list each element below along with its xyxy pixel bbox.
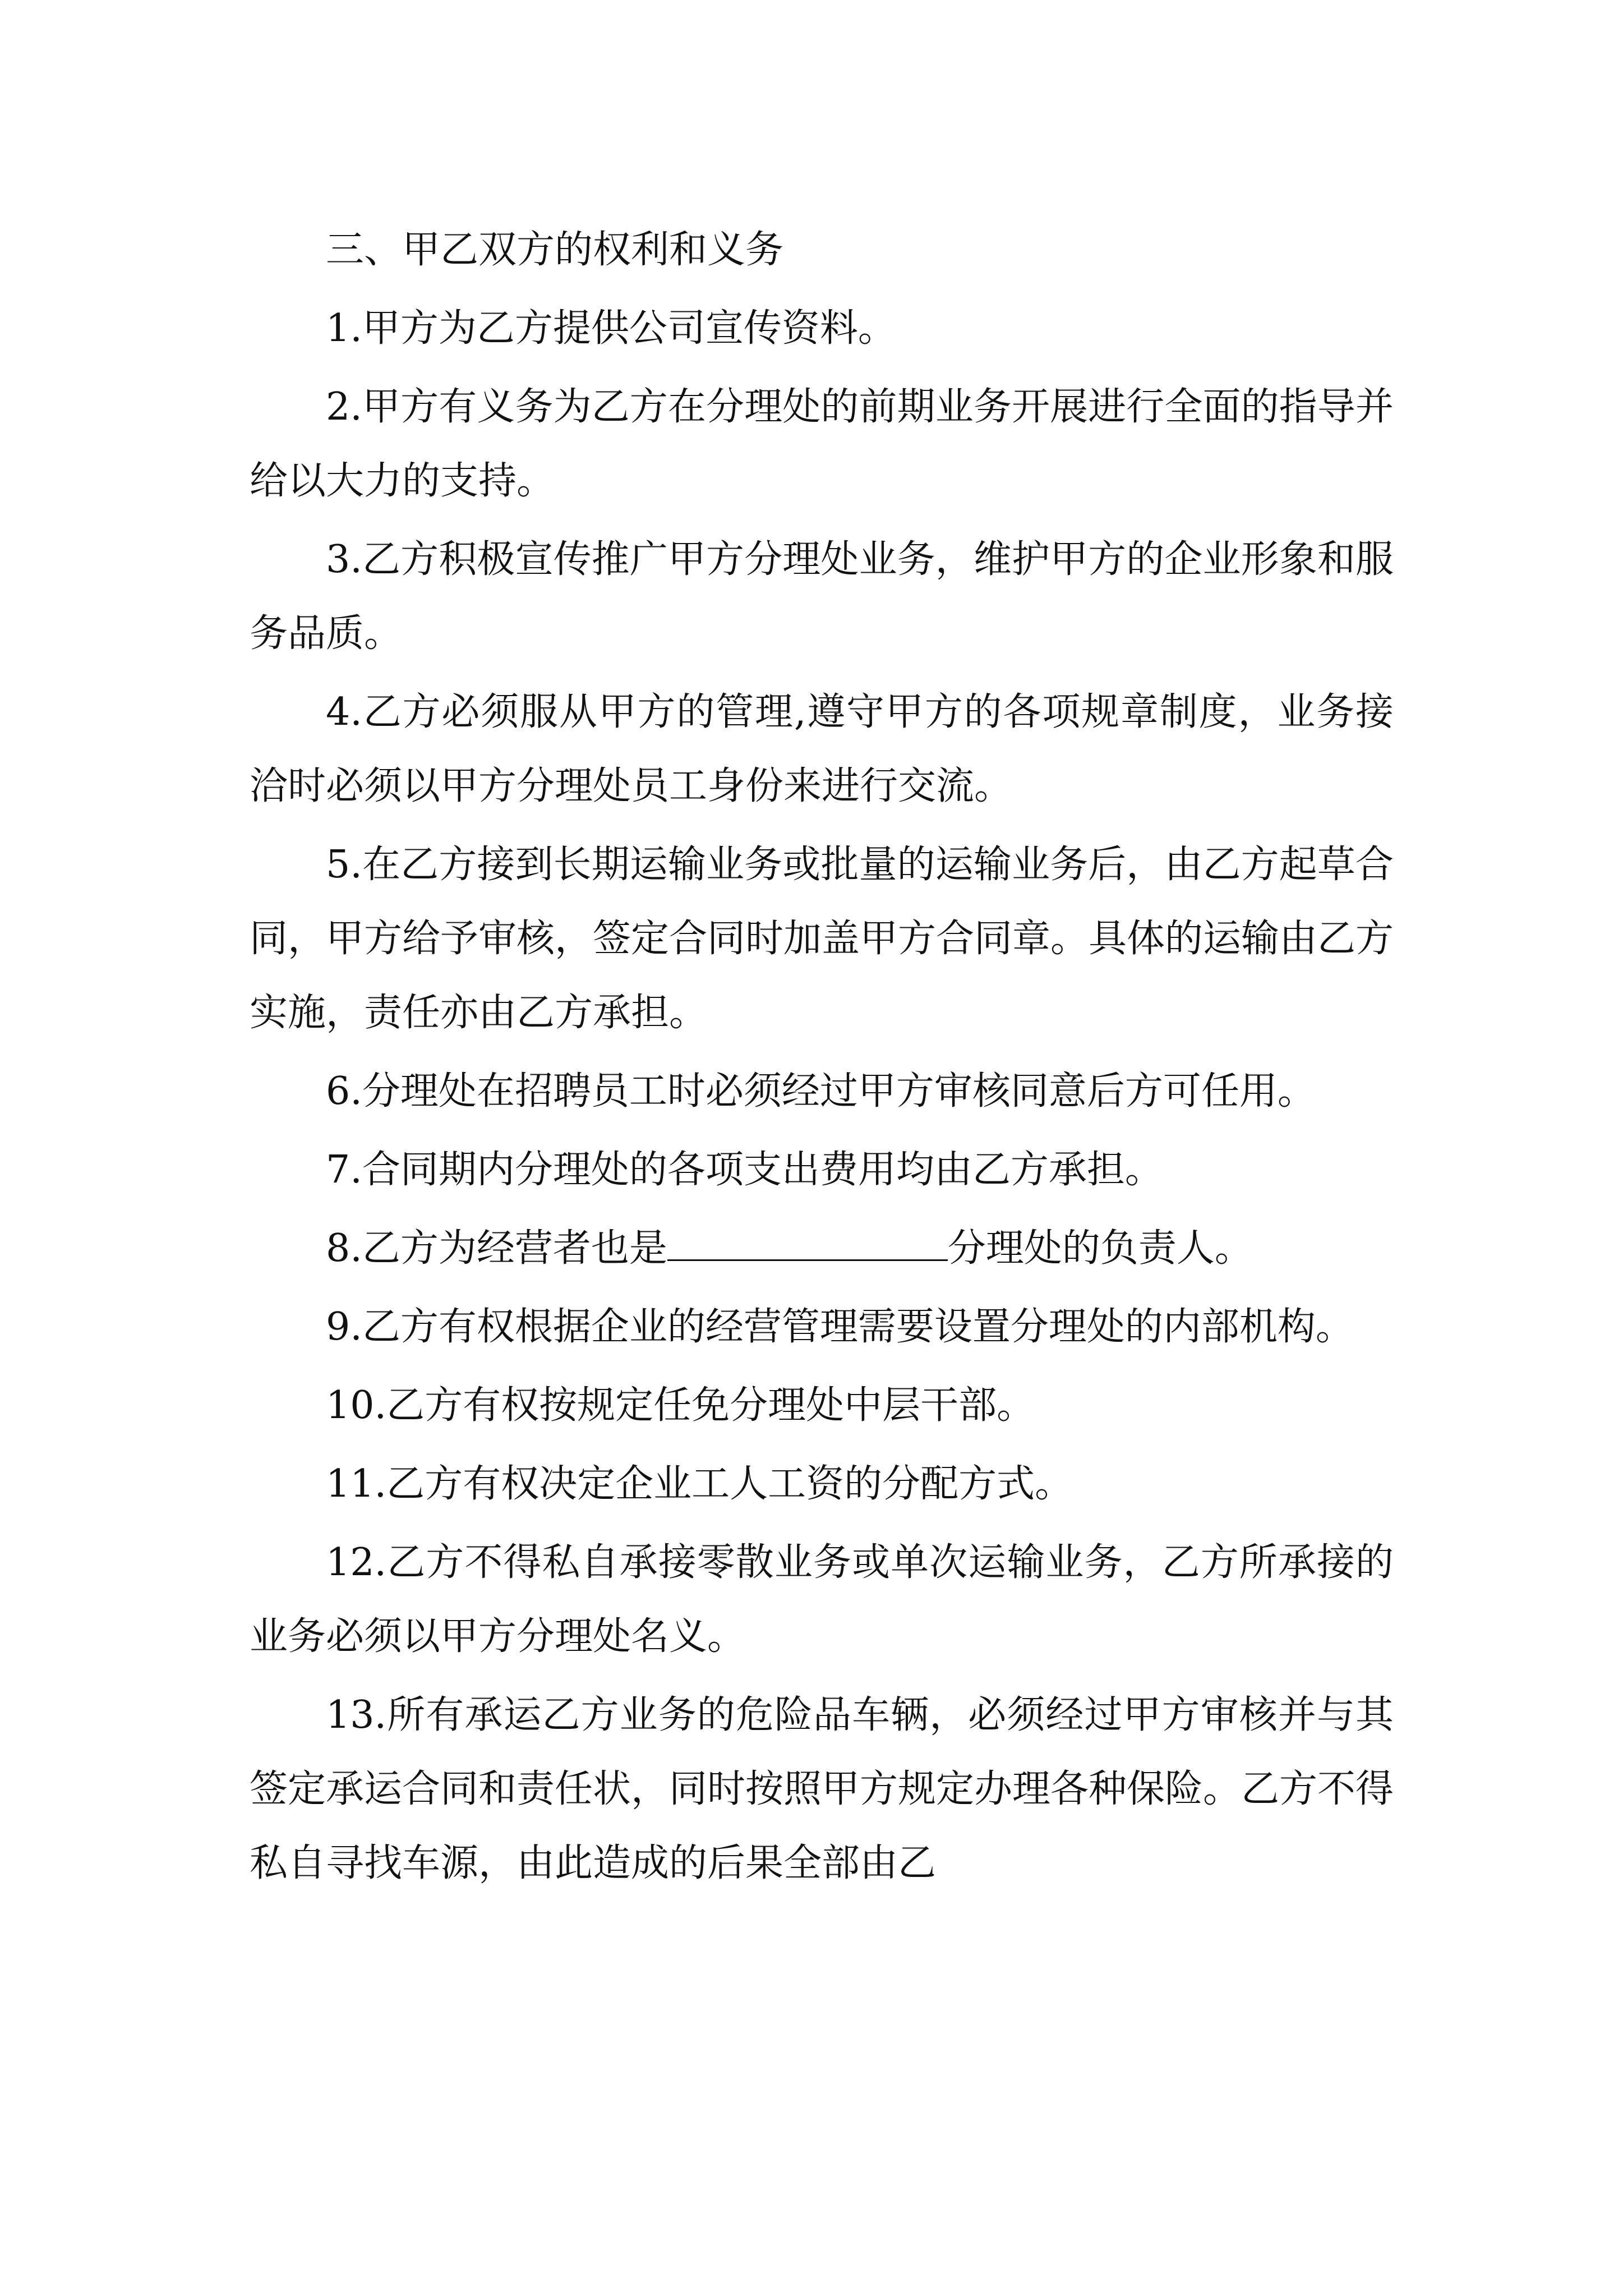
clause-8-lead: 8.乙方为经营者也是 [326, 1226, 667, 1271]
clause-7: 7.合同期内分理处的各项支出费用均由乙方承担。 [326, 1148, 1163, 1192]
clause-10: 10.乙方有权按规定任免分理处中层干部。 [326, 1383, 1035, 1428]
clause-4: 4.乙方必须服从甲方的管理,遵守甲方的各项规章制度，业务接洽时必须以甲方分理处员工身份来进行交流。 [250, 690, 1394, 808]
clause-5: 5.在乙方接到长期运输业务或批量的运输业务后，由乙方起草合同，甲方给予审核，签定合同时加盖甲方合同章。具体的运输由乙方实施，责任亦由乙方承担。 [250, 843, 1394, 1035]
document-body [250, 213, 1394, 1905]
clause-9: 9.乙方有权根据企业的经营管理需要设置分理处的内部机构。 [326, 1305, 1354, 1349]
fill-in-blank-line [667, 1226, 948, 1261]
clause-12: 12.乙方不得私自承接零散业务或单次运输业务，乙方所承接的业务必须以甲方分理处名义。 [250, 1540, 1394, 1659]
clause-1: 1.甲方为乙方提供公司宣传资料。 [326, 306, 896, 351]
clause-8-tail: 分理处的负责人。 [947, 1226, 1253, 1271]
clause-8 [250, 1212, 1394, 1286]
clause-3: 3.乙方积极宣传推广甲方分理处业务，维护甲方的企业形象和服务品质。 [250, 537, 1394, 656]
clause-13: 13.所有承运乙方业务的危险品车辆，必须经过甲方审核并与其签定承运合同和责任状，同时按照甲方规定办理各种保险。乙方不得私自寻找车源，由此造成的后果全部由乙 [250, 1693, 1394, 1885]
clause-11: 11.乙方有权决定企业工人工资的分配方式。 [326, 1462, 1073, 1506]
section-heading: 三、甲乙双方的权利和义务 [326, 228, 784, 272]
clause-6: 6.分理处在招聘员工时必须经过甲方审核同意后方可任用。 [326, 1069, 1316, 1114]
clause-2: 2.甲方有义务为乙方在分理处的前期业务开展进行全面的指导并给以大力的支持。 [250, 385, 1394, 503]
